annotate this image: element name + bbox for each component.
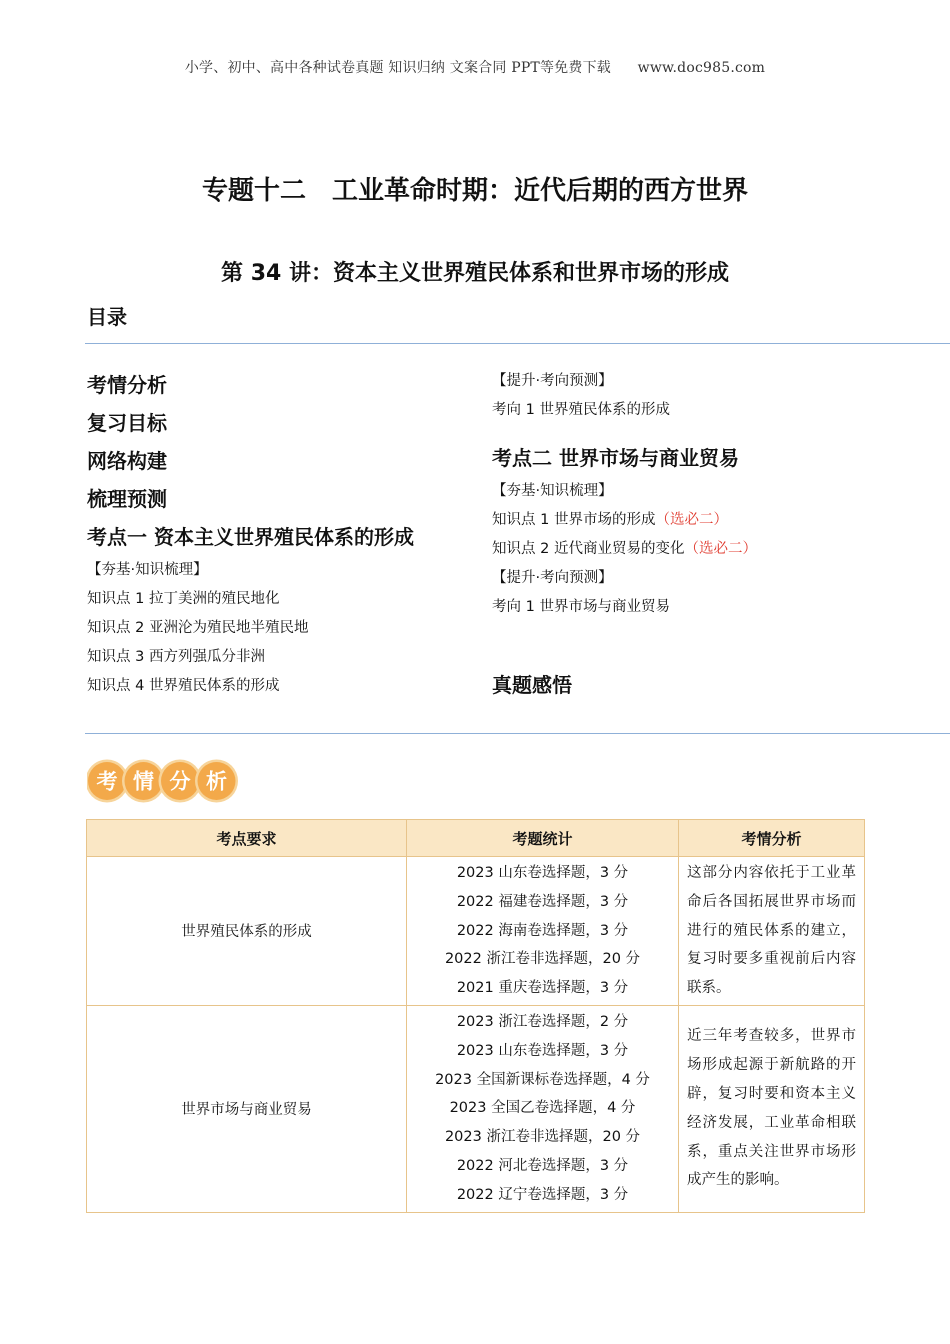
stat-line: 2022 海南卷选择题，3 分 [456,922,629,939]
page-title: 专题十二 工业革命时期：近代后期的西方世界 [201,176,748,206]
stat-line: 2023 山东卷选择题，3 分 [456,1042,629,1059]
exam-analysis-table [86,819,865,1213]
table-header-row [87,820,865,857]
toc-top-divider [85,343,950,344]
toc-label: 目录 [87,305,127,329]
table-row [87,857,865,1006]
column-header-requirement: 考点要求 [87,820,407,857]
toc-section-review[interactable]: 梳理预测 [87,487,167,511]
toc-point1-title[interactable]: 考点一 资本主义世界殖民体系的形成 [87,525,414,549]
badge-char: 分 [169,769,191,794]
analysis-cell: 这部分内容依托于工业革命后各国拓展世界市场而进行的殖民体系的建立，复习时要多重视前后内容联系。 [679,857,865,1006]
column-header-analysis: 考情分析 [679,820,865,857]
table-row [87,1005,865,1212]
requirement-cell: 世界市场与商业贸易 [87,1005,407,1212]
lecture-subtitle: 第 34 讲：资本主义世界殖民体系和世界市场的形成 [221,261,729,286]
stat-line: 2023 浙江卷非选择题，20 分 [444,1129,641,1146]
toc-point1-item[interactable]: 知识点 1 拉丁美洲的殖民地化 [87,591,280,607]
toc-point2-sub-label: 【夯基·知识梳理】 [492,483,613,499]
column-header-stats: 考题统计 [407,820,679,857]
toc-point2-item-text: 知识点 1 世界市场的形成 [492,512,656,528]
stat-line: 2022 福建卷选择题，3 分 [456,893,629,910]
badge-char: 情 [133,769,154,794]
header-text: 小学、初中、高中各种试卷真题 知识归纳 文案合同 PPT等免费下载 [184,60,611,76]
stats-cell [407,857,679,1006]
section-badge-analysis [87,757,247,807]
header-site: www.doc985.com [637,60,766,76]
stat-line: 2022 浙江卷非选择题，20 分 [444,951,641,968]
toc-point2-item[interactable] [492,506,757,535]
stats-cell [407,1005,679,1212]
stat-line: 2023 全国乙卷选择题，4 分 [449,1100,636,1117]
toc-bottom-divider [85,733,950,734]
stat-line: 2022 辽宁卷选择题，3 分 [456,1186,629,1203]
toc-left-column [87,366,414,701]
toc-point2-lift-item[interactable]: 考向 1 世界市场与商业贸易 [492,599,670,615]
toc-point1-item[interactable]: 知识点 3 西方列强瓜分非洲 [87,649,265,665]
toc-point2-title[interactable]: 考点二 世界市场与商业贸易 [492,446,739,470]
analysis-cell: 近三年考查较多，世界市场形成起源于新航路的开辟，复习时要和资本主义经济发展，工业革命相联系，重点关注世界市场形成产生的影响。 [679,1005,865,1212]
stat-line: 2022 河北卷选择题，3 分 [456,1157,629,1174]
toc-point2-item[interactable] [492,535,757,564]
toc-right-column [492,367,757,704]
stat-line: 2023 浙江卷选择题，2 分 [456,1013,629,1030]
stat-line: 2023 山东卷选择题，3 分 [456,865,629,881]
requirement-cell: 世界殖民体系的形成 [87,857,407,1006]
toc-point2-item-tag: （选必二） [655,512,728,528]
stat-line: 2023 全国新课标卷选择题，4 分 [435,1071,650,1088]
page-header [0,57,950,77]
toc-section-goals[interactable]: 复习目标 [87,411,167,435]
toc-point2-lift-label: 【提升·考向预测】 [492,570,613,586]
toc-section-analysis[interactable]: 考情分析 [87,373,167,397]
toc-point1-item[interactable]: 知识点 4 世界殖民体系的形成 [87,678,280,694]
badge-char: 考 [96,769,118,794]
toc-section-network[interactable]: 网络构建 [87,449,167,473]
toc-point2-item-tag: （选必二） [684,541,757,557]
toc-point1-sub-label: 【夯基·知识梳理】 [87,562,208,578]
toc-point1-item[interactable]: 知识点 2 亚洲沦为殖民地半殖民地 [87,620,309,636]
toc-final-section[interactable]: 真题感悟 [492,673,572,697]
toc-lift-item[interactable]: 考向 1 世界殖民体系的形成 [492,402,670,418]
badge-char: 析 [206,769,227,794]
toc-lift-label: 【提升·考向预测】 [492,373,613,389]
stat-line: 2021 重庆卷选择题，3 分 [456,980,629,997]
toc-point2-item-text: 知识点 2 近代商业贸易的变化 [492,541,685,557]
